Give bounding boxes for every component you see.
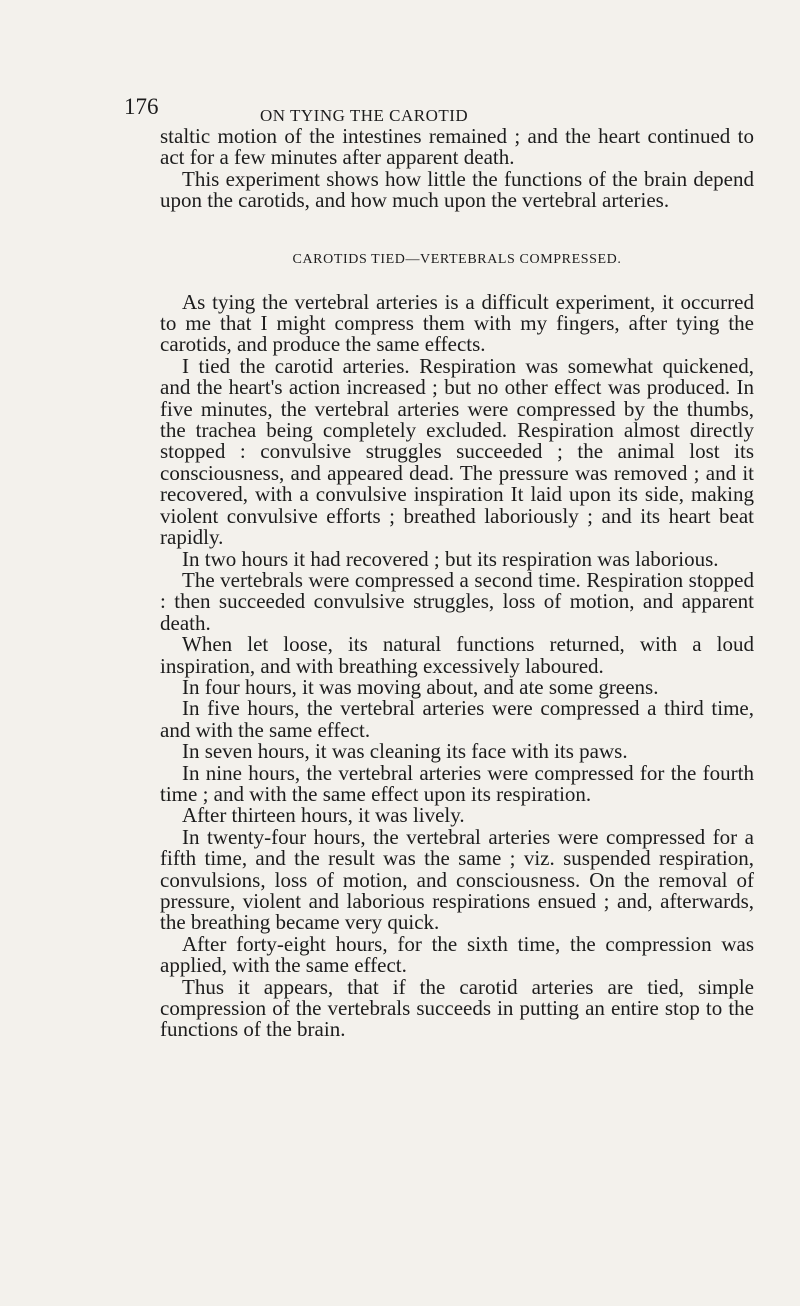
running-head: ON TYING THE CAROTID xyxy=(260,106,469,125)
paragraph: This experiment shows how little the functions of the brain depend upon the carotids, and how much upon the vertebral arteries. xyxy=(160,166,754,213)
page-number: 176 xyxy=(124,94,159,119)
paragraph: In seven hours, it was cleaning its face with its paws. xyxy=(182,739,628,764)
paragraph: After thirteen hours, it was lively. xyxy=(182,803,465,828)
paragraph: In four hours, it was moving about, and ate some greens. xyxy=(182,674,659,699)
paragraph: After forty-eight hours, for the sixth time, the compression was applied, with the same effect. xyxy=(160,931,754,978)
paragraph: When let loose, its natural functions returned, with a loud inspiration, and with breathing excessively laboured. xyxy=(160,632,754,678)
paragraph: In nine hours, the vertebral arteries were compressed for the fourth time ; and with the same effect upon its respiration. xyxy=(160,760,754,806)
paragraph: In five hours, the vertebral arteries were compressed a third time, and with the same effect. xyxy=(160,696,754,742)
paragraph: As tying the vertebral arteries is a difficult experiment, it occurred to me that I might compress them with my fingers, after tying the carotids, and produce the same effects. xyxy=(160,289,754,357)
paragraph: The vertebrals were compressed a second time. Respiration stopped : then succeeded convulsive struggles, loss of motion, and apparent death. xyxy=(160,567,754,635)
paragraph: In two hours it had recovered ; but its respiration was laborious. xyxy=(182,546,719,571)
body-text xyxy=(160,126,754,1041)
page-header xyxy=(124,92,754,126)
paragraph: In twenty-four hours, the vertebral arteries were compressed for a fifth time, and the result was the same ; viz. suspended respiration, convulsions, loss of motion, and consciousness. On the removal of pressure, violent and laborious respirations ensued ; and, afterwards, the breathing became very quick. xyxy=(160,824,754,935)
paragraph: staltic motion of the intestines remained ; and the heart continued to act for a few minutes after apparent death. xyxy=(160,124,754,170)
section-heading: CAROTIDS TIED—VERTEBRALS COMPRESSED. xyxy=(292,251,622,267)
paragraph: I tied the carotid arteries. Respiration was somewhat quickened, and the heart's action increased ; but no other effect was produced. In five minutes, the vertebral arteries were compressed by the thumbs, the trachea being completely excluded. Respiration almost directly stopped : convulsive struggles succeeded ; the animal lost its consciousness, and appeared dead. The pressure was removed ; and it recovered, with a convulsive inspiration It laid upon its side, making violent convulsive efforts ; breathed laboriously ; and its heart beat rapidly. xyxy=(160,353,754,550)
paragraph: Thus it appears, that if the carotid arteries are tied, simple compression of the vertebrals succeeds in putting an entire stop to the functions of the brain. xyxy=(160,974,754,1042)
